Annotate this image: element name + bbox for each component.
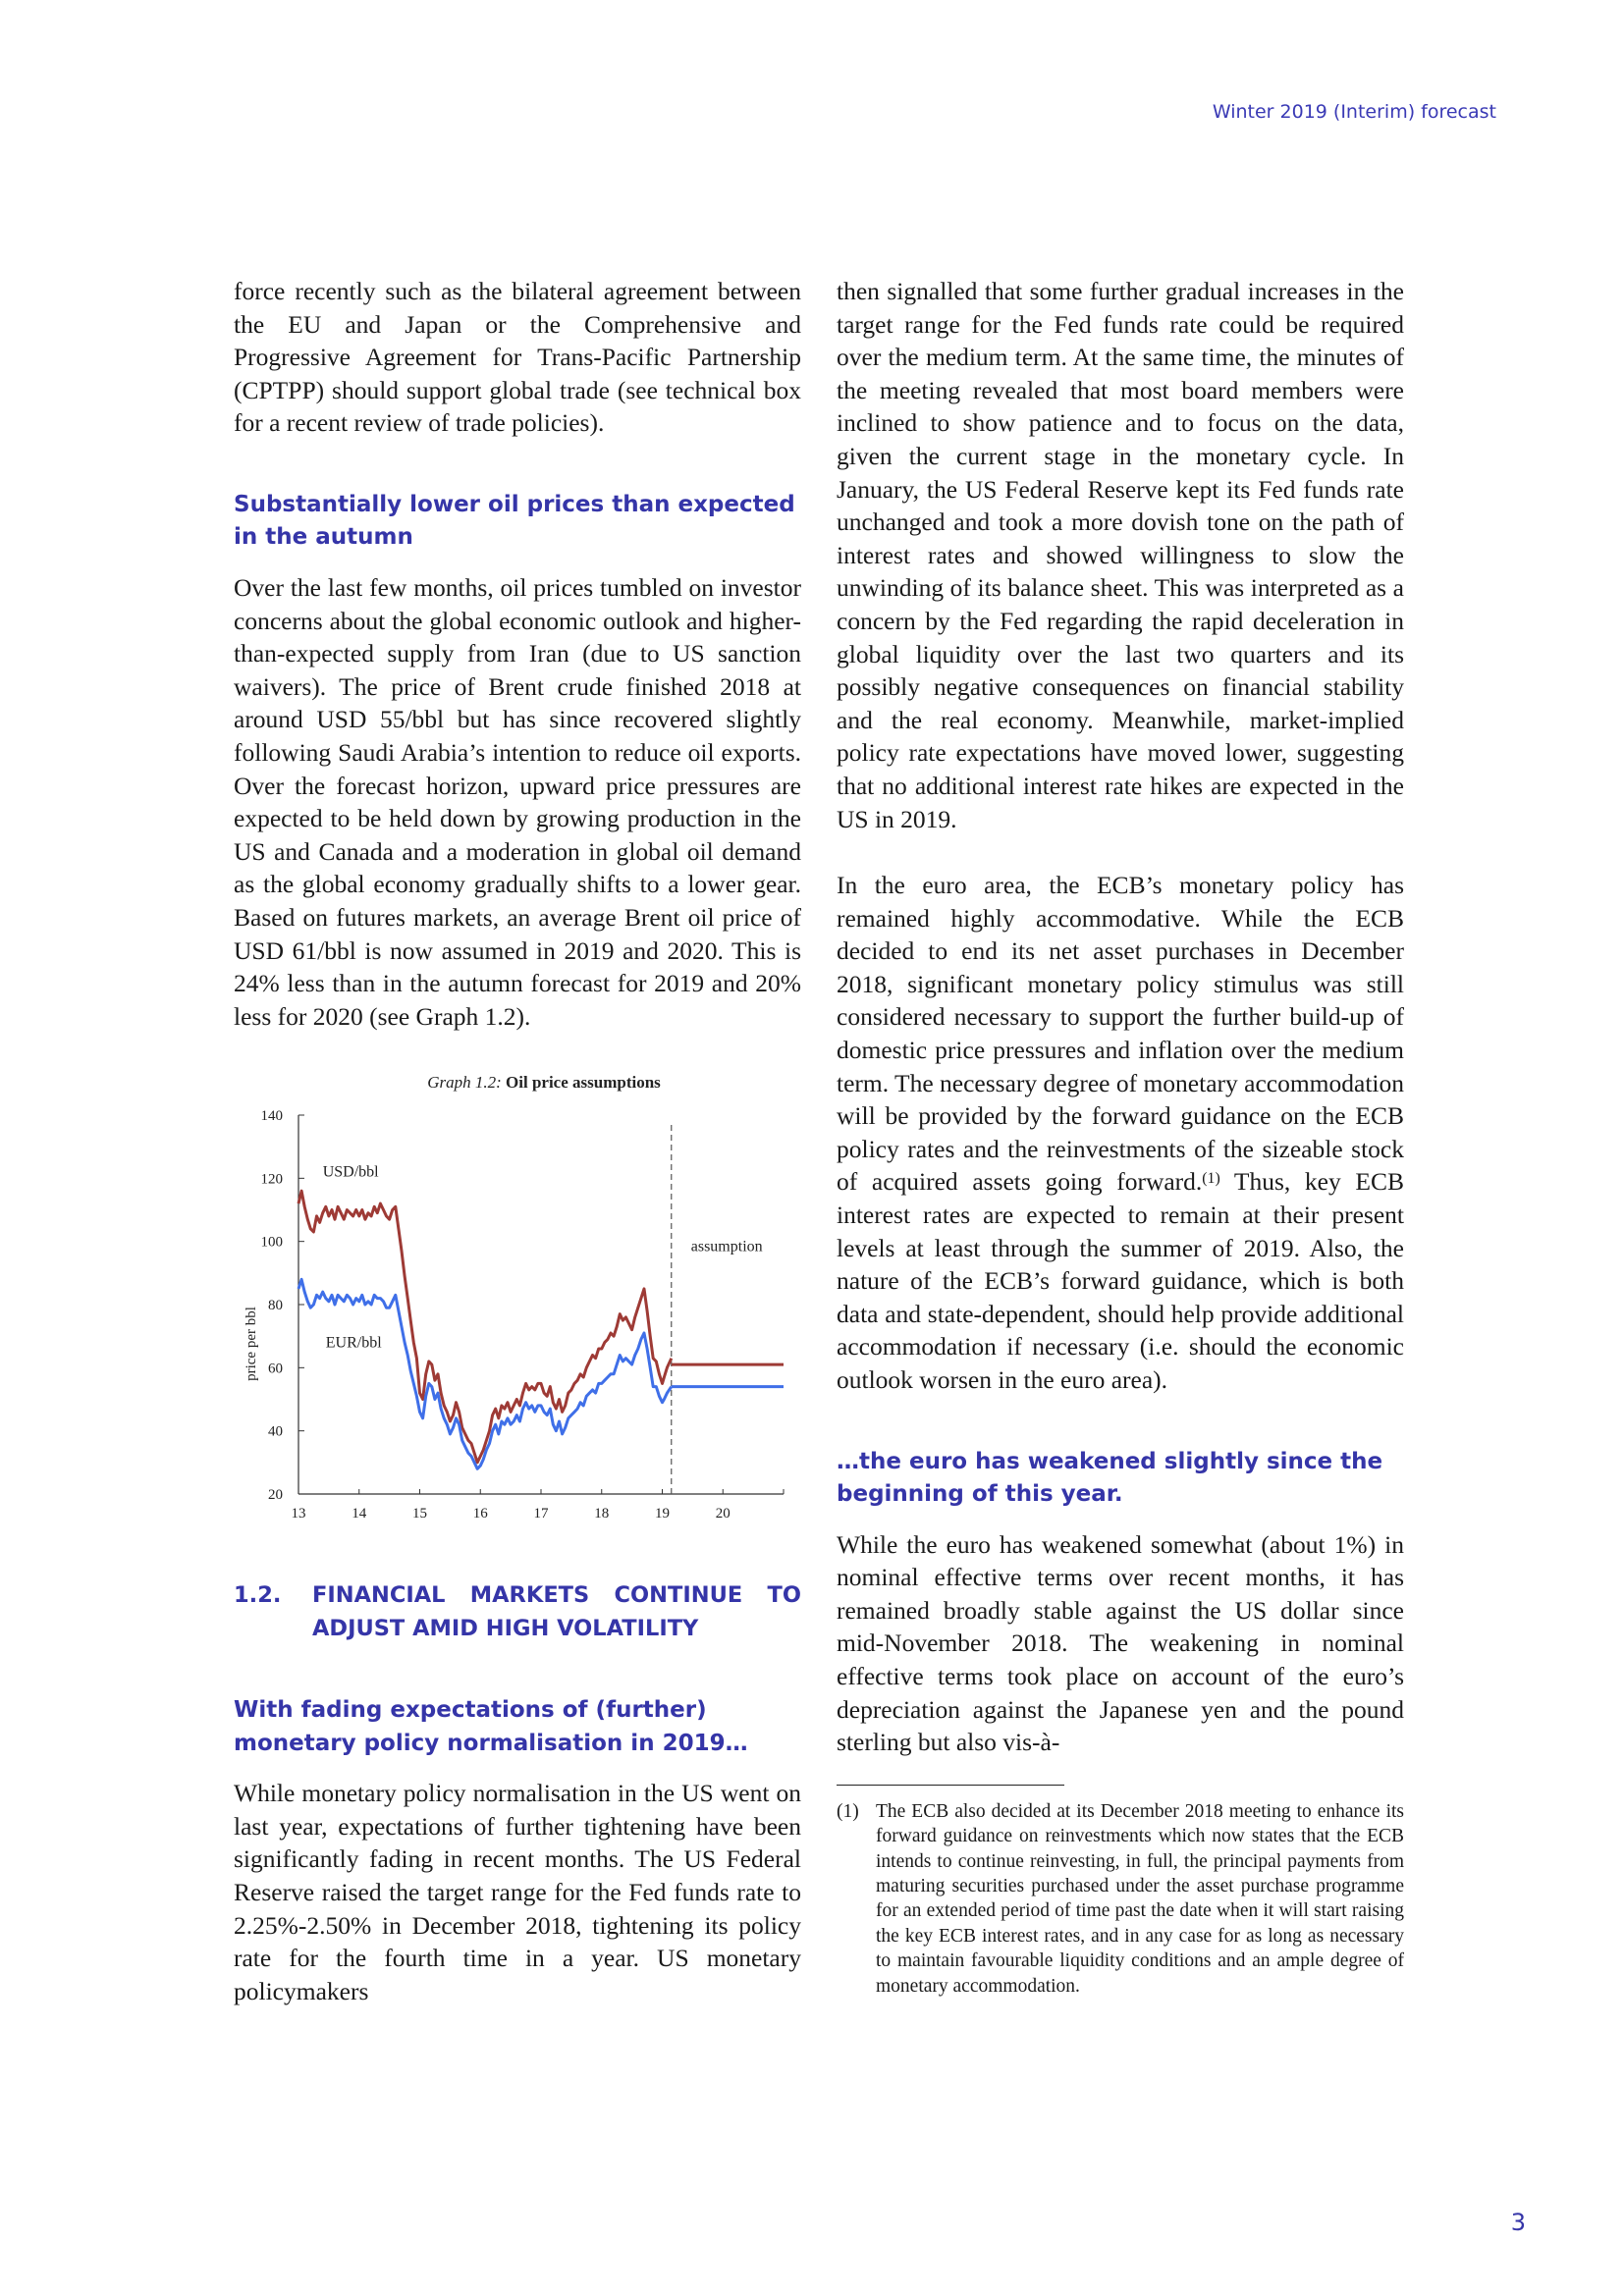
x-tick-label: 14: [352, 1506, 367, 1522]
section-title-word: FINANCIAL: [312, 1582, 446, 1609]
series-label-eur: EUR/bbl: [325, 1334, 382, 1352]
x-tick-label: 16: [472, 1506, 488, 1522]
footnote: [837, 1799, 1404, 1999]
chart-title-prefix: Graph 1.2:: [427, 1073, 507, 1093]
right-paragraph-euro: While the euro has weakened somewhat (about 1%) in nominal effective terms over recent months, it has remained broadly stable against the US dollar since mid-November 2018. The weakening in nominal effective terms took place on account of the euro’s depreciation against the Japanese yen and the pound sterling but also vis-à-: [837, 1529, 1404, 1757]
oil-price-chart-svg: [234, 1044, 801, 1560]
oil-price-chart: [234, 1044, 801, 1560]
heading-euro: …the euro has weakened slightly since the beginning of this year.: [837, 1448, 1383, 1508]
left-paragraph-oil: Over the last few months, oil prices tumbled on investor concerns about the global economic outlook and higher-than-expected supply from Iran (due to US sanction waivers). The price of Brent crude finished 2018 at around USD 55/bbl but has since recovered slightly following Saudi Arabia’s intention to reduce oil exports. Over the forecast horizon, upward price pressures are expected to be held down by growing production in the US and Canada and a moderation in global oil demand as the global economy gradually shifts to a lower gear. Based on futures markets, an average Brent oil price of USD 61/bbl is now assumed in 2019 and 2020. This is 24% less than in the autumn forecast for 2019 and 20% less for 2020 (see Graph 1.2).: [234, 572, 801, 1031]
x-tick-label: 15: [412, 1506, 427, 1522]
ecb-text-start: In the euro area, the ECB’s monetary policy has remained highly accommodative. While the ECB decided to end its net asset purchases in December 2018, significant monetary policy stimulus was still considered necessary to support the further build-up of domestic price pressures and inflation over the medium term. The necessary degree of monetary accommodation will be provided by the forward guidance on the ECB policy rates and the reinvestments of the sizeable stock of acquired assets going forward.: [837, 871, 1404, 1197]
y-tick-label: 140: [260, 1108, 283, 1125]
y-axis-label: price per bbl: [244, 1307, 259, 1382]
x-tick-label: 18: [594, 1506, 610, 1522]
page-number: 3: [1510, 2209, 1526, 2236]
heading-monetary-policy: With fading expectations of (further) monetary policy normalisation in 2019…: [234, 1697, 748, 1756]
series-label-usd: USD/bbl: [322, 1164, 379, 1182]
right-column: [837, 275, 1404, 1999]
y-tick-label: 60: [268, 1361, 283, 1377]
running-header: Winter 2019 (Interim) forecast: [1212, 101, 1496, 123]
section-heading-1-2: [234, 1579, 801, 1645]
series-line-0: [298, 1191, 672, 1463]
ecb-text-end: Thus, key ECB interest rates are expected to remain at their present levels at least through the summer of 2019. Also, the nature of the ECB’s forward guidance, which is both data and state-dependent, should help provide additional accommodation if necessary (i.e. should the economic outlook worsen in the euro area).: [837, 1167, 1404, 1394]
section-title-word: CONTINUE: [614, 1582, 743, 1609]
section-title-word: TO: [767, 1582, 801, 1609]
heading-oil-prices: Substantially lower oil prices than expected in the autumn: [234, 491, 795, 551]
chart-title-text: Oil price assumptions: [506, 1073, 661, 1093]
left-paragraph-trade: force recently such as the bilateral agreement between the EU and Japan or the Comprehensive and Progressive Agreement for Trans-Pacific Partnership (CPTPP) should support global trade (see technical box for a recent review of trade policies).: [234, 277, 801, 438]
x-tick-label: 13: [291, 1506, 306, 1522]
section-title-line-1: [312, 1579, 801, 1613]
y-tick-label: 100: [260, 1234, 283, 1251]
section-title-word: MARKETS: [469, 1582, 590, 1609]
x-tick-label: 19: [655, 1506, 670, 1522]
section-number: 1.2.: [234, 1582, 282, 1609]
footnote-reference[interactable]: (1): [1202, 1169, 1220, 1187]
y-tick-label: 20: [268, 1487, 283, 1504]
left-paragraph-monetary: While monetary policy normalisation in the US went on last year, expectations of further tightening have been significantly fading in recent months. The US Federal Reserve raised the target range for the Fed funds rate to 2.25%-2.50% in December 2018, tightening its policy rate for the fourth time in a year. US monetary policymakers: [234, 1779, 801, 2005]
assumption-label: assumption: [690, 1238, 763, 1255]
right-paragraph-fed: then signalled that some further gradual increases in the target range for the Fed funds rate could be required over the medium term. At the same time, the minutes of the meeting revealed that most board members were inclined to show patience and to focus on the data, given the current stage in the monetary cycle. In January, the US Federal Reserve kept its Fed funds rate unchanged and took a more dovish tone on the path of interest rates and showed willingness to slow the unwinding of its balance sheet. This was interpreted as a concern by the Fed regarding the rapid deceleration in global liquidity over the last two quarters and its possibly negative consequences on financial stability and the real economy. Meanwhile, market-implied policy rate expectations have moved lower, suggesting that no additional interest rate hikes are expected in the US in 2019.: [837, 277, 1404, 833]
x-tick-label: 17: [533, 1506, 549, 1522]
y-tick-label: 80: [268, 1298, 283, 1314]
y-tick-label: 120: [260, 1171, 283, 1188]
footnote-mark: (1): [837, 1800, 859, 1822]
right-paragraph-ecb: [837, 869, 1404, 1397]
left-column: [234, 275, 801, 2007]
chart-title: [427, 1073, 661, 1092]
footnote-text: The ECB also decided at its December 2018 meeting to enhance its forward guidance on reinvestments which now states that the ECB intends to continue reinvesting, in full, the principal payments from maturing securities purchased under the asset purchase programme for an extended period of time past the date when it will start raising the key ECB interest rates, and in any case for as long as necessary to maintain favourable liquidity conditions and an ample degree of monetary accommodation.: [876, 1800, 1404, 1997]
footnote-divider: [837, 1785, 1064, 1786]
section-title: [312, 1579, 801, 1645]
x-tick-label: 20: [715, 1506, 731, 1522]
section-title-line-2: ADJUST AMID HIGH VOLATILITY: [312, 1615, 699, 1641]
y-tick-label: 40: [268, 1423, 283, 1440]
